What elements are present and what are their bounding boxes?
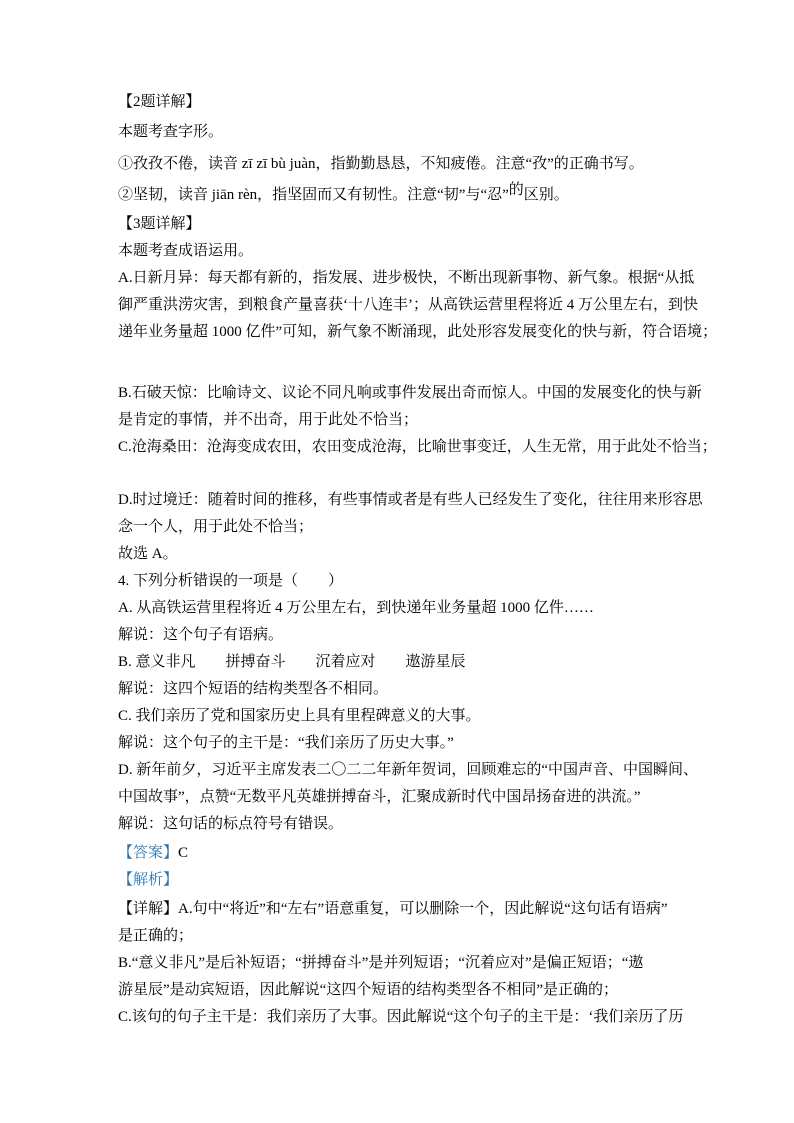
q4-option-a: A. 从高铁运营里程将近 4 万公里左右，到快递年业务量超 1000 亿件……: [118, 600, 594, 616]
q2-point-2-text: ②坚韧，读音 jiān rèn，指坚固而又有韧性。注意“韧”与“忍”: [118, 187, 509, 203]
q3-conclusion: 故选 A。: [118, 546, 178, 562]
q2-point-2-superscript: 的: [508, 182, 524, 198]
q4-detail-line-3: B.“意义非凡”是后补短语；“拼搏奋斗”是并列短语；“沉着应对”是偏正短语；“遨: [118, 955, 644, 971]
q4-option-b-note: 解说：这四个短语的结构类型各不相同。: [118, 681, 389, 697]
q2-point-1: ①孜孜不倦，读音 zī zī bù juàn，指勤勤恳恳，不知疲倦。注意“孜”的正确书写。: [118, 156, 644, 172]
q3-intro: 本题考查成语运用。: [118, 243, 254, 259]
q4-detail-line-5: C.该句的句子主干是：我们亲历了大事。因此解说“这个句子的主干是：‘我们亲历了历: [118, 1009, 684, 1025]
q4-detail-line-1: 【详解】A.句中“将近”和“左右”语意重复，可以删除一个，因此解说“这句话有语病”: [118, 901, 668, 917]
q3-option-b-line-2: 是肯定的事情，并不出奇，用于此处不恰当；: [118, 412, 419, 428]
analysis-label: 【解析】: [118, 872, 179, 888]
q4-stem: 4. 下列分析错误的一项是（ ）: [118, 573, 344, 589]
q2-intro: 本题考查字形。: [118, 124, 224, 140]
document-page: [118, 89, 718, 1031]
answer-value: C: [178, 845, 189, 861]
q3-option-a-line-1: A.日新月异：每天都有新的，指发展、进步极快，不断出现新事物、新气象。根据“从抵: [118, 270, 695, 286]
q4-answer-row: [118, 840, 698, 867]
q4-option-b: B. 意义非凡 拼搏奋斗 沉着应对 遨游星辰: [118, 654, 466, 670]
q2-heading: 【2题详解】: [118, 94, 201, 110]
q3-option-d-line-2: 念一个人，用于此处不恰当；: [118, 519, 314, 535]
q4-option-c-note: 解说：这个句子的主干是：“我们亲历了历史大事。”: [118, 735, 454, 751]
q3-heading: 【3题详解】: [118, 216, 201, 232]
q4-detail-line-4: 游星辰”是动宾短语，因此解说“这四个短语的结构类型各不相同”是正确的；: [118, 982, 618, 998]
q4-option-d-line-2: 中国故事”，点赞“无数平凡英雄拼搏奋斗，汇聚成新时代中国昂扬奋进的洪流。”: [118, 789, 641, 805]
q4-option-d-note: 解说：这句话的标点符号有错误。: [118, 816, 344, 832]
q4-option-c: C. 我们亲历了党和国家历史上具有里程碑意义的大事。: [118, 708, 481, 724]
q4-option-d-line-1: D. 新年前夕，习近平主席发表二〇二二年新年贺词，回顾难忘的“中国声音、中国瞬间、: [118, 762, 698, 778]
q3-option-c-line-1: C.沧海桑田：沧海变成农田，农田变成沧海，比喻世事变迁，人生无常，用于此处不恰当；: [118, 439, 717, 455]
q4-detail-line-2: 是正确的；: [118, 928, 194, 944]
q4-analysis-row: [118, 867, 698, 894]
q3-option-a-line-3: 递年业务量超 1000 亿件”可知，新气象不断涌现，此处形容发展变化的快与新，符合语境；: [118, 324, 718, 340]
q3-option-a-line-2: 御严重洪涝灾害，到粮食产量喜获‘十八连丰’；从高铁运营里程将近 4 万公里左右，到快: [118, 297, 698, 313]
q3-option-d-line-1: D.时过境迁：随着时间的推移，有些事情或者是有些人已经发生了变化，往往用来形容思: [118, 492, 703, 508]
q2-point-2-tail: 区别。: [523, 187, 569, 203]
answer-label: 【答案】: [118, 845, 179, 861]
q2-point-2: [118, 182, 698, 209]
q4-option-a-note: 解说：这个句子有语病。: [118, 627, 284, 643]
q3-option-b-line-1: B.石破天惊：比喻诗文、议论不同凡响或事件发展出奇而惊人。中国的发展变化的快与新: [118, 385, 702, 401]
